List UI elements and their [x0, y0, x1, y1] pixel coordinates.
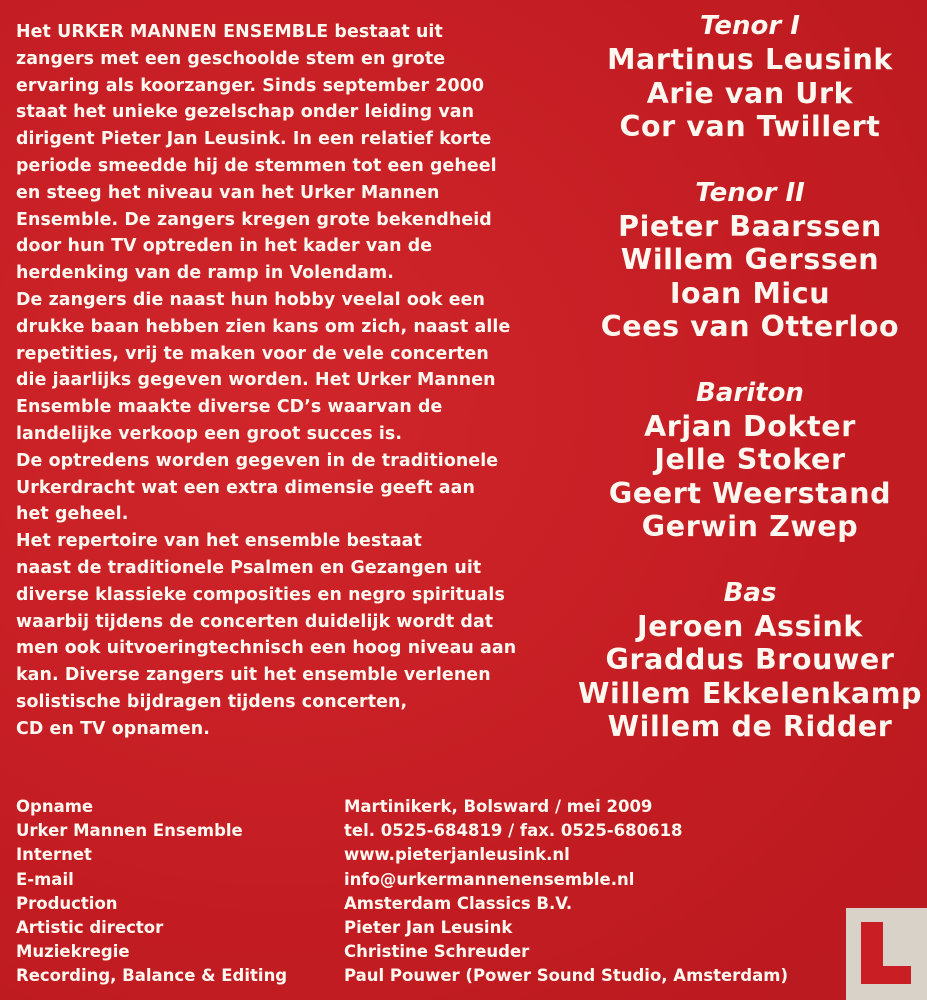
- bio-line: die jaarlijks gegeven worden. Het Urker Mannen: [16, 370, 496, 391]
- credit-row: [16, 843, 856, 867]
- voice-heading: Tenor II: [695, 177, 805, 208]
- bio-line: kan. Diverse zangers uit het ensemble verlenen: [16, 665, 491, 686]
- credit-label: Internet: [16, 845, 92, 865]
- credit-row: [16, 795, 856, 819]
- credit-value: Amsterdam Classics B.V.: [344, 893, 573, 913]
- credit-value: Christine Schreuder: [344, 942, 530, 962]
- bio-line: landelijke verkoop een groot succes is.: [16, 423, 403, 444]
- credit-label: Recording, Balance & Editing: [16, 966, 288, 986]
- bio-line: naast de traditionele Psalmen en Gezangen uit: [16, 557, 482, 578]
- lastdodo-logo-icon: [846, 908, 927, 1000]
- credit-label: Opname: [16, 797, 94, 816]
- credit-value: Paul Pouwer (Power Sound Studio, Amsterdam): [344, 966, 788, 986]
- member-name: Ioan Micu: [669, 276, 831, 310]
- member-name: Graddus Brouwer: [605, 643, 895, 676]
- voice-group-tenor-2: [560, 177, 927, 344]
- voice-heading: Tenor I: [700, 11, 800, 41]
- bio-line: men ook uitvoeringtechnisch een hoog niveau aan: [16, 638, 517, 659]
- credit-value: info@urkermannenensemble.nl: [344, 869, 635, 889]
- member-name: Martinus Leusink: [607, 43, 893, 76]
- credit-label: Urker Mannen Ensemble: [16, 821, 243, 841]
- credit-row: [16, 892, 856, 916]
- bio-line: periode smeedde hij de stemmen tot een geheel: [16, 155, 497, 176]
- bio-line: waarbij tijdens de concerten duidelijk wordt dat: [16, 611, 494, 632]
- ensemble-biography: [16, 19, 576, 743]
- member-name: Willem Ekkelenkamp: [577, 676, 923, 710]
- ensemble-roster: [560, 10, 927, 777]
- credit-value: www.pieterjanleusink.nl: [344, 845, 570, 865]
- bio-line: diverse klassieke composities en negro spirituals: [16, 584, 505, 605]
- credit-row: [16, 868, 856, 892]
- credit-value: Pieter Jan Leusink: [344, 918, 513, 938]
- credit-row: [16, 940, 856, 964]
- credit-row: [16, 964, 856, 988]
- credit-label: Muziekregie: [16, 942, 130, 962]
- credit-label: E-mail: [16, 869, 74, 889]
- credit-label: Artistic director: [16, 918, 164, 938]
- bio-line: De zangers die naast hun hobby veelal ook een: [16, 289, 486, 310]
- credit-label: Production: [16, 893, 118, 913]
- member-name: Jelle Stoker: [654, 443, 846, 476]
- bio-line: ervaring als koorzanger. Sinds september 2000: [16, 75, 485, 96]
- bio-line: drukke baan hebben zien kans om zich, naast alle: [16, 316, 511, 337]
- bio-line: repetities, vrij te maken voor de vele concerten: [16, 343, 489, 364]
- bio-line: CD en TV opnamen.: [16, 718, 210, 739]
- credit-value: tel. 0525-684819 / fax. 0525-680618: [344, 821, 683, 841]
- credit-value: Martinikerk, Bolsward / mei 2009: [344, 797, 653, 816]
- bio-line: herdenking van de ramp in Volendam.: [16, 263, 394, 284]
- member-name: Willem de Ridder: [607, 710, 893, 743]
- member-name: Geert Weerstand: [608, 476, 892, 510]
- bio-line: Urkerdracht wat een extra dimensie geeft aan: [16, 477, 475, 498]
- bio-line: het geheel.: [16, 504, 129, 525]
- bio-line: Ensemble maakte diverse CD’s waarvan de: [16, 397, 443, 418]
- member-name: Cees van Otterloo: [600, 310, 900, 343]
- bio-line: Ensemble. De zangers kregen grote bekendheid: [16, 209, 492, 230]
- member-name: Cor van Twillert: [619, 110, 881, 143]
- bio-line: Het repertoire van het ensemble bestaat: [16, 531, 422, 552]
- bio-line: staat het unieke gezelschap onder leiding van: [16, 102, 475, 123]
- bio-line: door hun TV optreden in het kader van de: [16, 236, 433, 257]
- bio-line: De optredens worden gegeven in de traditionele: [16, 450, 499, 471]
- member-name: Jeroen Assink: [637, 609, 863, 643]
- voice-heading: Bas: [723, 577, 777, 608]
- bio-line: dirigent Pieter Jan Leusink. In een relatief korte: [16, 129, 492, 150]
- credit-row: [16, 819, 856, 843]
- member-name: Willem Gerssen: [620, 243, 880, 276]
- production-credits: [16, 795, 856, 989]
- credit-row: [16, 916, 856, 940]
- member-name: Arie van Urk: [646, 76, 854, 110]
- bio-line: solistische bijdragen tijdens concerten,: [16, 691, 408, 712]
- voice-group-tenor-1: [560, 10, 927, 144]
- bio-line: Het URKER MANNEN ENSEMBLE bestaat uit: [16, 22, 443, 42]
- member-name: Pieter Baarssen: [618, 209, 882, 243]
- voice-heading: Bariton: [696, 377, 804, 408]
- member-name: Arjan Dokter: [644, 409, 856, 443]
- voice-group-bariton: [560, 377, 927, 544]
- bio-line: en steeg het niveau van het Urker Mannen: [16, 182, 440, 203]
- member-name: Gerwin Zwep: [641, 510, 859, 543]
- bio-line: zangers met een geschoolde stem en grote: [16, 48, 446, 69]
- voice-group-bas: [560, 577, 927, 744]
